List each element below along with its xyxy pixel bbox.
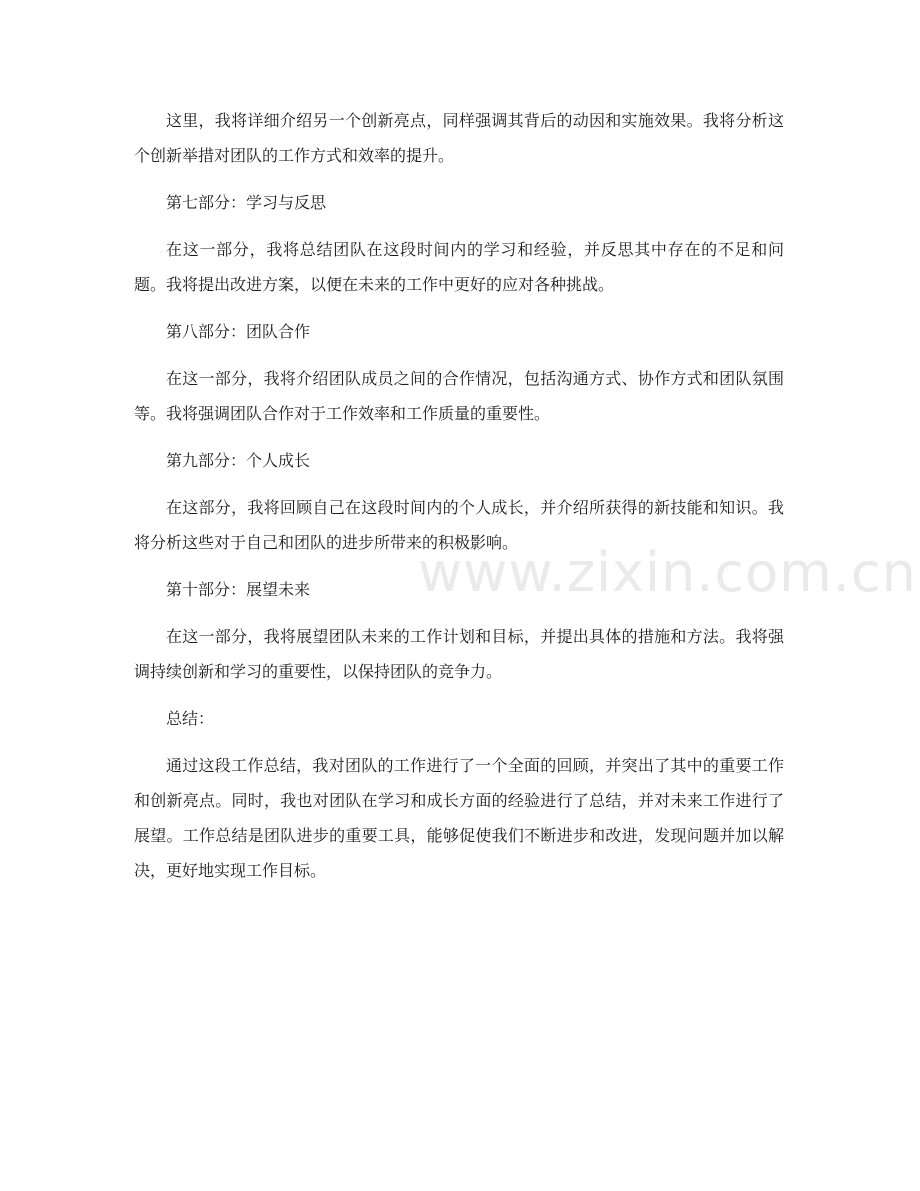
- watermark-text: www.zixin.com.cn: [418, 541, 917, 604]
- document-body: [134, 103, 784, 888]
- paragraph-outlook: 在这一部分，我将展望团队未来的工作计划和目标，并提出具体的措施和方法。我将强调持续创新和学习的重要性，以保持团队的竞争力。: [134, 627, 784, 681]
- section-heading-teamwork: 第八部分：团队合作: [166, 322, 311, 341]
- paragraph-summary: 通过这段工作总结，我对团队的工作进行了一个全面的回顾，并突出了其中的重要工作和创新亮点。同时，我也对团队在学习和成长方面的经验进行了总结，并对未来工作进行了展望。工作总结是团队进步的重要工具，能够促使我们不断进步和改进，发现问题并加以解决，更好地实现工作目标。: [134, 756, 784, 880]
- paragraph-teamwork: 在这一部分，我将介绍团队成员之间的合作情况，包括沟通方式、协作方式和团队氛围等。我将强调团队合作对于工作效率和工作质量的重要性。: [134, 369, 784, 423]
- section-heading-outlook: 第十部分：展望未来: [166, 580, 311, 599]
- section-heading-learning-reflection: 第七部分：学习与反思: [166, 193, 327, 212]
- section-heading-personal-growth: 第九部分：个人成长: [166, 451, 311, 470]
- paragraph-personal-growth: 在这部分，我将回顾自己在这段时间内的个人成长，并介绍所获得的新技能和知识。我将分析这些对于自己和团队的进步所带来的积极影响。: [134, 498, 784, 552]
- paragraph-innovation-highlight: 这里，我将详细介绍另一个创新亮点，同样强调其背后的动因和实施效果。我将分析这个创新举措对团队的工作方式和效率的提升。: [134, 111, 784, 165]
- paragraph-learning-reflection: 在这一部分，我将总结团队在这段时间内的学习和经验，并反思其中存在的不足和问题。我将提出改进方案，以便在未来的工作中更好的应对各种挑战。: [134, 240, 784, 294]
- section-heading-summary: 总结：: [166, 709, 215, 728]
